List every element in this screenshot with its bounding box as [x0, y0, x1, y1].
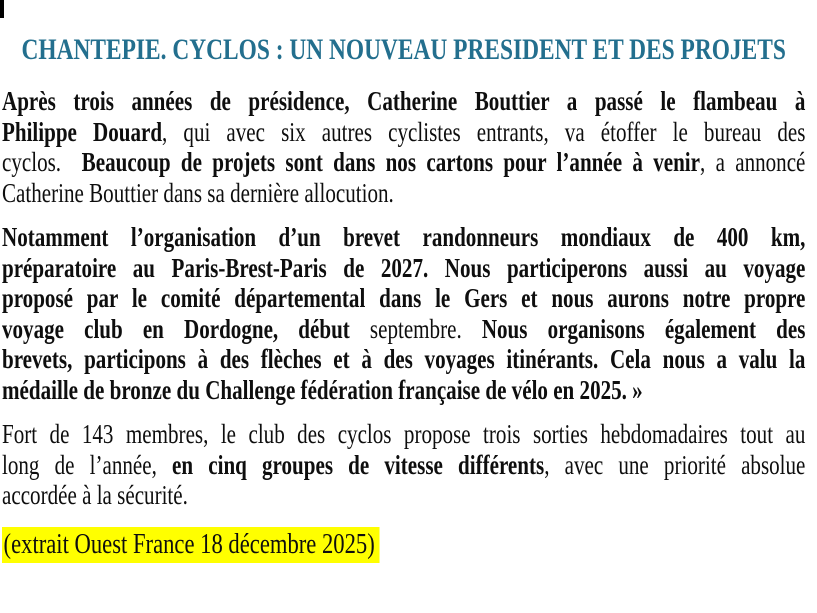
paragraphs-container [2, 86, 805, 511]
bold-text-run: voyage club en Dordogne, début [2, 313, 370, 344]
text-run: Catherine Bouttier dans sa dernière allocution. [2, 177, 394, 208]
bold-text-run: médaille de bronze du Challenge fédération française de vélo en 2025. » [2, 374, 643, 405]
text-line [2, 419, 805, 450]
bold-text-run: Après trois années de présidence, Catherine Bouttier a passé le flambeau à [2, 86, 806, 116]
text-line [2, 450, 805, 481]
document-body [2, 0, 805, 563]
text-line [2, 222, 805, 253]
text-run: , avec une priorité absolue [544, 449, 806, 480]
bold-text-run: Nous organisons également des [481, 313, 806, 344]
text-run: , a annoncé [700, 147, 806, 177]
text-line [2, 86, 805, 117]
bold-text-run: brevets, participons à des flèches et à des voyages itinérants. Cela nous a valu la [2, 344, 806, 374]
source-citation-line [2, 527, 805, 563]
footer-highlight: (extrait Ouest France 18 décembre 2025) [2, 527, 379, 563]
text-line [2, 480, 805, 511]
bold-text-run: proposé par le comité départemental dans le Gers et nous aurons notre propre [2, 283, 806, 313]
text-line [2, 117, 805, 148]
text-run: , qui avec six autres cyclistes entrants, va étoffer le bureau des [162, 116, 806, 147]
bold-text-run: Beaucoup de projets sont dans nos cartons pour l’année à venir [81, 147, 701, 177]
paragraph [2, 222, 805, 405]
text-line [2, 178, 805, 209]
text-run: cyclos. [2, 147, 82, 177]
text-run: accordée à la sécurité. [2, 480, 188, 510]
text-line [2, 147, 805, 178]
text-line [2, 344, 805, 375]
bold-text-run: Notamment l’organisation d’un brevet randonneurs mondiaux de 400 km, [2, 222, 806, 252]
paragraph [2, 86, 805, 208]
text-line [2, 375, 805, 406]
bold-text-run: Philippe Douard [2, 116, 163, 147]
text-run: Fort de 143 membres, le club des cyclos propose trois sorties hebdomadaires tout au [2, 419, 806, 449]
text-run: septembre. [369, 313, 482, 344]
text-line [2, 253, 805, 284]
page-title: CHANTEPIE. CYCLOS : UN NOUVEAU PRESIDENT ET DES PROJETS [21, 33, 786, 66]
bold-text-run: en cinq groupes de vitesse différents [172, 449, 545, 480]
text-line [2, 283, 805, 314]
text-line [2, 314, 805, 345]
text-run: long de l’année, [2, 449, 173, 480]
bold-text-run: préparatoire au Paris-Brest-Paris de 2027. Nous participerons aussi au voyage [2, 252, 806, 283]
paragraph [2, 419, 805, 511]
